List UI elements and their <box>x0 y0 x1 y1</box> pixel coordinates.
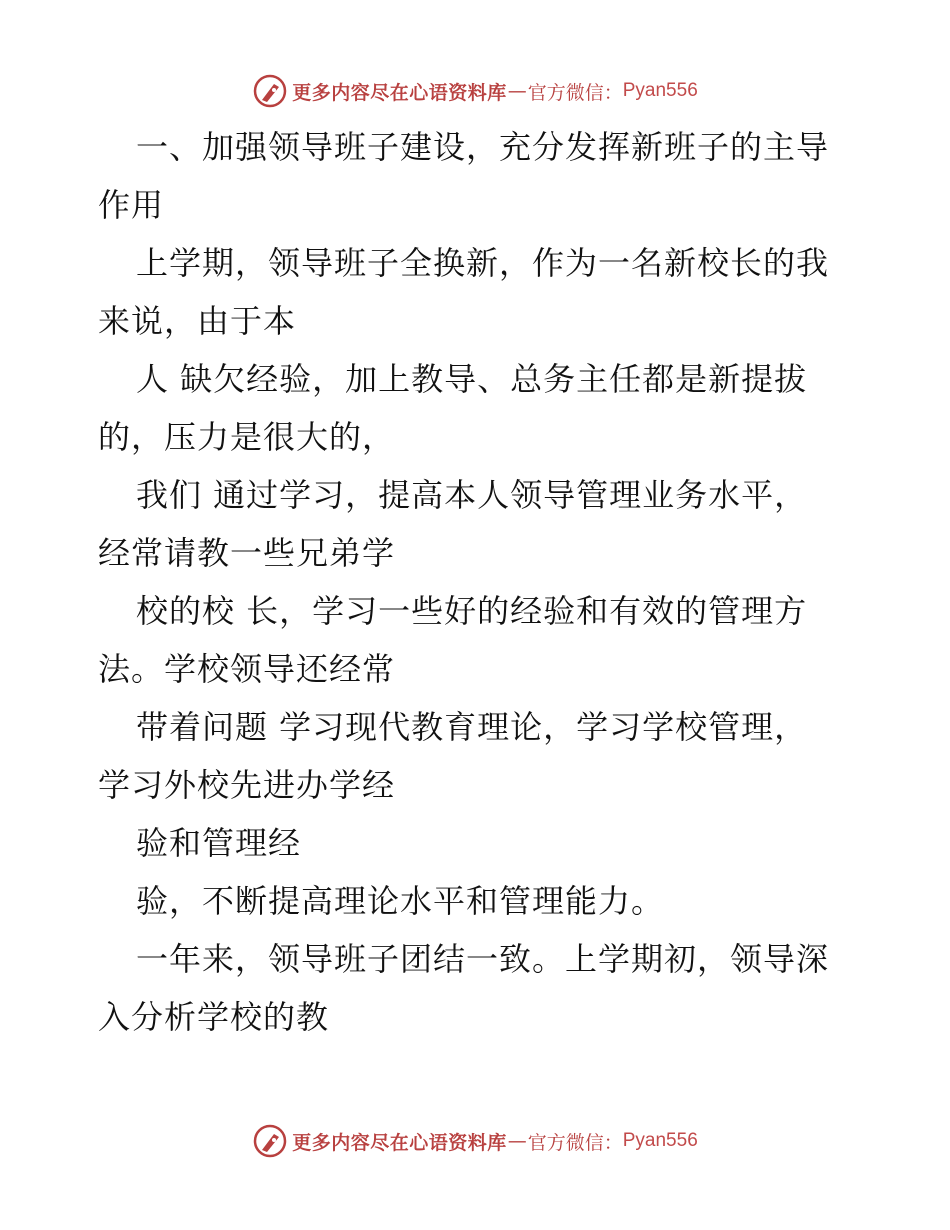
document-body <box>98 118 858 1046</box>
paragraph-line: 人 缺欠经验，加上教导、总务主任都是新提拔 <box>136 360 808 398</box>
paragraph-line: 学习外校先进办学经 <box>98 766 396 804</box>
paragraph-line: 验，不断提高理论水平和管理能力。 <box>136 882 665 920</box>
paragraph <box>98 930 858 1046</box>
paragraph-line: 经常请教一些兄弟学 <box>98 534 396 572</box>
banner-wechat-id: Pyan556 <box>622 1130 698 1151</box>
paragraph <box>98 118 858 234</box>
banner-official-label: 官方微信： <box>527 81 623 104</box>
paragraph-line: 校的校 长，学习一些好的经验和有效的管理方 <box>136 592 808 630</box>
paragraph <box>98 466 858 582</box>
paragraph-line: 法。学校领导还经常 <box>98 650 396 688</box>
paragraph <box>98 872 858 930</box>
paragraph-line: 作用 <box>98 186 165 224</box>
banner-dash: — <box>507 1130 527 1152</box>
banner-brand-text: 更多内容尽在心语资料库 <box>292 1131 507 1154</box>
paragraph-line: 一、加强领导班子建设，充分发挥新班子的主导 <box>136 128 830 166</box>
footer-banner <box>0 1121 950 1161</box>
paragraph-line: 入分析学校的教 <box>98 998 330 1036</box>
banner-brand-text: 更多内容尽在心语资料库 <box>292 81 507 104</box>
paragraph <box>98 234 858 350</box>
paragraph-line: 来说，由于本 <box>98 302 297 340</box>
pen-nib-logo-icon <box>252 73 288 109</box>
paragraph <box>98 350 858 466</box>
header-banner <box>0 71 950 111</box>
paragraph <box>98 814 858 872</box>
paragraph <box>98 698 858 814</box>
paragraph-line: 一年来，领导班子团结一致。上学期初，领导深 <box>136 940 830 978</box>
paragraph-line: 的，压力是很大的， <box>98 418 396 456</box>
paragraph-line: 我们 通过学习，提高本人领导管理业务水平， <box>136 476 808 514</box>
paragraph-line: 验和管理经 <box>136 824 302 862</box>
paragraph <box>98 582 858 698</box>
banner-official-label: 官方微信： <box>527 1131 623 1154</box>
banner-dash: — <box>507 80 527 102</box>
banner-wechat-id: Pyan556 <box>622 80 698 101</box>
paragraph-line: 带着问题 学习现代教育理论，学习学校管理， <box>136 708 808 746</box>
paragraph-line: 上学期，领导班子全换新，作为一名新校长的我 <box>136 244 830 282</box>
pen-nib-logo-icon <box>252 1123 288 1159</box>
